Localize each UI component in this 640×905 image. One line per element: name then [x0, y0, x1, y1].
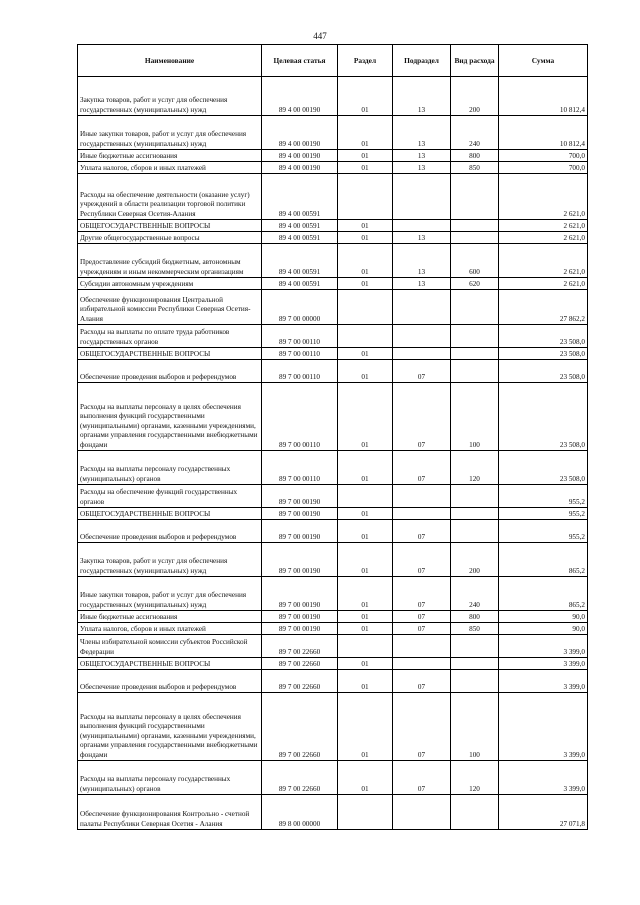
- cell-name: Закупка товаров, работ и услуг для обеспечения государственных (муниципальных) нужд: [78, 77, 262, 116]
- cell-expense-type: [451, 220, 499, 232]
- cell-sum: 700,0: [499, 162, 588, 174]
- cell-target: 89 7 00 22660: [262, 658, 338, 670]
- cell-name: Иные закупки товаров, работ и услуг для обеспечения государственных (муниципальных) нужд: [78, 577, 262, 611]
- table-row: [78, 693, 588, 761]
- cell-sum: 90,0: [499, 623, 588, 635]
- cell-expense-type: [451, 485, 499, 508]
- cell-expense-type: [451, 360, 499, 383]
- cell-subsection: [393, 348, 451, 360]
- cell-subsection: 13: [393, 77, 451, 116]
- cell-expense-type: 200: [451, 77, 499, 116]
- cell-section: 01: [338, 220, 393, 232]
- table-row: [78, 795, 588, 830]
- cell-subsection: [393, 485, 451, 508]
- cell-target: 89 7 00 00190: [262, 611, 338, 623]
- cell-target: 89 7 00 00190: [262, 485, 338, 508]
- cell-expense-type: 120: [451, 761, 499, 795]
- cell-target: 89 4 00 00190: [262, 116, 338, 150]
- cell-name: ОБЩЕГОСУДАРСТВЕННЫЕ ВОПРОСЫ: [78, 220, 262, 232]
- table-row: [78, 658, 588, 670]
- cell-sum: 955,2: [499, 520, 588, 543]
- cell-name: ОБЩЕГОСУДАРСТВЕННЫЕ ВОПРОСЫ: [78, 508, 262, 520]
- cell-section: [338, 485, 393, 508]
- cell-target: 89 4 00 00591: [262, 278, 338, 290]
- cell-section: 01: [338, 543, 393, 577]
- page-number: 447: [313, 31, 327, 41]
- cell-sum: 955,2: [499, 485, 588, 508]
- cell-section: 01: [338, 150, 393, 162]
- cell-expense-type: 850: [451, 162, 499, 174]
- cell-sum: 3 399,0: [499, 693, 588, 761]
- cell-sum: 23 508,0: [499, 360, 588, 383]
- cell-name: Расходы на выплаты персоналу государственных (муниципальных) органов: [78, 761, 262, 795]
- cell-name: Уплата налогов, сборов и иных платежей: [78, 623, 262, 635]
- cell-target: 89 7 00 00110: [262, 451, 338, 485]
- cell-subsection: [393, 220, 451, 232]
- cell-subsection: 07: [393, 577, 451, 611]
- cell-expense-type: 100: [451, 383, 499, 451]
- cell-target: 89 7 00 00190: [262, 508, 338, 520]
- cell-target: 89 7 00 22660: [262, 761, 338, 795]
- cell-target: 89 7 00 00110: [262, 360, 338, 383]
- cell-expense-type: 800: [451, 611, 499, 623]
- cell-expense-type: [451, 232, 499, 244]
- cell-sum: 23 508,0: [499, 325, 588, 348]
- cell-section: 01: [338, 348, 393, 360]
- cell-expense-type: [451, 670, 499, 693]
- cell-expense-type: 200: [451, 543, 499, 577]
- cell-name: Иные бюджетные ассигнования: [78, 150, 262, 162]
- cell-subsection: [393, 508, 451, 520]
- table-row: [78, 174, 588, 220]
- table-row: [78, 508, 588, 520]
- cell-sum: 2 621,0: [499, 244, 588, 278]
- table-row: [78, 77, 588, 116]
- cell-section: [338, 795, 393, 830]
- cell-section: 01: [338, 162, 393, 174]
- cell-name: Уплата налогов, сборов и иных платежей: [78, 162, 262, 174]
- cell-subsection: [393, 174, 451, 220]
- cell-sum: 23 508,0: [499, 348, 588, 360]
- cell-subsection: 13: [393, 150, 451, 162]
- cell-section: 01: [338, 611, 393, 623]
- cell-target: 89 4 00 00591: [262, 232, 338, 244]
- cell-subsection: [393, 635, 451, 658]
- cell-sum: 2 621,0: [499, 278, 588, 290]
- cell-name: Расходы на выплаты персоналу в целях обеспечения выполнения функций государственными (муниципальными) органами, казенными учреждениями, органами управления государственными внебюджетными фондами: [78, 693, 262, 761]
- cell-expense-type: 240: [451, 116, 499, 150]
- cell-expense-type: [451, 635, 499, 658]
- cell-target: 89 8 00 00000: [262, 795, 338, 830]
- cell-subsection: 13: [393, 278, 451, 290]
- cell-subsection: 07: [393, 693, 451, 761]
- cell-name: Предоставление субсидий бюджетным, автономным учреждениям и иным некоммерческим организациям: [78, 244, 262, 278]
- cell-expense-type: [451, 520, 499, 543]
- cell-target: 89 7 00 00110: [262, 325, 338, 348]
- cell-section: [338, 174, 393, 220]
- cell-name: Обеспечение проведения выборов и референдумов: [78, 670, 262, 693]
- cell-expense-type: 240: [451, 577, 499, 611]
- cell-sum: 90,0: [499, 611, 588, 623]
- cell-section: 01: [338, 508, 393, 520]
- cell-section: 01: [338, 693, 393, 761]
- cell-target: 89 4 00 00190: [262, 77, 338, 116]
- cell-section: [338, 325, 393, 348]
- cell-target: 89 4 00 00190: [262, 150, 338, 162]
- table-row: [78, 325, 588, 348]
- table-header-row: [78, 45, 588, 77]
- cell-name: Обеспечение проведения выборов и референдумов: [78, 520, 262, 543]
- cell-subsection: 07: [393, 761, 451, 795]
- cell-target: 89 7 00 22660: [262, 670, 338, 693]
- cell-section: 01: [338, 623, 393, 635]
- table-row: [78, 520, 588, 543]
- cell-section: 01: [338, 278, 393, 290]
- cell-section: 01: [338, 670, 393, 693]
- cell-section: 01: [338, 244, 393, 278]
- cell-section: 01: [338, 116, 393, 150]
- cell-target: 89 4 00 00190: [262, 162, 338, 174]
- cell-subsection: 07: [393, 383, 451, 451]
- cell-subsection: 13: [393, 232, 451, 244]
- table-row: [78, 360, 588, 383]
- table-row: [78, 485, 588, 508]
- cell-expense-type: [451, 658, 499, 670]
- cell-name: Обеспечение функционирования Контрольно - счетной палаты Республики Северная Осетия - Алания: [78, 795, 262, 830]
- table-row: [78, 635, 588, 658]
- table-row: [78, 220, 588, 232]
- cell-name: Расходы на выплаты персоналу государственных (муниципальных) органов: [78, 451, 262, 485]
- cell-expense-type: 800: [451, 150, 499, 162]
- table-row: [78, 116, 588, 150]
- table-row: [78, 670, 588, 693]
- table-body: [78, 77, 588, 830]
- cell-expense-type: 620: [451, 278, 499, 290]
- cell-name: Расходы на обеспечение функций государственных органов: [78, 485, 262, 508]
- cell-target: 89 7 00 00190: [262, 577, 338, 611]
- cell-section: 01: [338, 658, 393, 670]
- cell-target: 89 7 00 22660: [262, 693, 338, 761]
- cell-name: Расходы на выплаты персоналу в целях обеспечения выполнения функций государственными (муниципальными) органами, казенными учреждениями, органами управления государственными внебюджетными фондами: [78, 383, 262, 451]
- cell-subsection: 13: [393, 116, 451, 150]
- cell-name: Расходы на обеспечение деятельности (оказание услуг) учреждений в области реализации торговой политики Республики Северная Осетия-Алания: [78, 174, 262, 220]
- cell-expense-type: [451, 508, 499, 520]
- table-row: [78, 761, 588, 795]
- cell-sum: 700,0: [499, 150, 588, 162]
- cell-target: 89 7 00 00190: [262, 623, 338, 635]
- cell-name: Обеспечение функционирования Центральной избирательной комиссии Республики Северная Осетия-Алания: [78, 290, 262, 325]
- cell-target: 89 4 00 00591: [262, 220, 338, 232]
- table-row: [78, 543, 588, 577]
- cell-name: Иные бюджетные ассигнования: [78, 611, 262, 623]
- cell-section: 01: [338, 360, 393, 383]
- cell-sum: 27 071,8: [499, 795, 588, 830]
- cell-section: 01: [338, 383, 393, 451]
- cell-target: 89 7 00 22660: [262, 635, 338, 658]
- budget-table: [77, 44, 588, 830]
- cell-section: 01: [338, 577, 393, 611]
- cell-target: 89 7 00 00190: [262, 543, 338, 577]
- table-row: [78, 232, 588, 244]
- cell-name: Члены избирательной комиссии субъектов Российской Федерации: [78, 635, 262, 658]
- cell-sum: 2 621,0: [499, 174, 588, 220]
- cell-target: 89 7 00 00190: [262, 520, 338, 543]
- cell-subsection: 07: [393, 451, 451, 485]
- cell-subsection: 07: [393, 360, 451, 383]
- table-row: [78, 577, 588, 611]
- cell-sum: 865,2: [499, 543, 588, 577]
- cell-target: 89 7 00 00000: [262, 290, 338, 325]
- cell-name: Субсидии автономным учреждениям: [78, 278, 262, 290]
- cell-subsection: [393, 658, 451, 670]
- cell-sum: 27 862,2: [499, 290, 588, 325]
- cell-target: 89 7 00 00110: [262, 383, 338, 451]
- cell-sum: 2 621,0: [499, 232, 588, 244]
- cell-section: 01: [338, 232, 393, 244]
- cell-sum: 23 508,0: [499, 451, 588, 485]
- cell-subsection: [393, 290, 451, 325]
- cell-expense-type: 600: [451, 244, 499, 278]
- cell-expense-type: [451, 795, 499, 830]
- table-row: [78, 278, 588, 290]
- cell-subsection: 07: [393, 520, 451, 543]
- table-row: [78, 611, 588, 623]
- cell-sum: 23 508,0: [499, 383, 588, 451]
- table-row: [78, 290, 588, 325]
- cell-sum: 865,2: [499, 577, 588, 611]
- cell-name: ОБЩЕГОСУДАРСТВЕННЫЕ ВОПРОСЫ: [78, 348, 262, 360]
- table-row: [78, 150, 588, 162]
- cell-expense-type: 100: [451, 693, 499, 761]
- cell-sum: 3 399,0: [499, 670, 588, 693]
- cell-subsection: 07: [393, 611, 451, 623]
- header-section: Раздел: [338, 45, 393, 77]
- header-expense-type: Вид расхода: [451, 45, 499, 77]
- cell-sum: 3 399,0: [499, 658, 588, 670]
- header-sum: Сумма: [499, 45, 588, 77]
- table-row: [78, 348, 588, 360]
- cell-expense-type: [451, 348, 499, 360]
- cell-subsection: 13: [393, 244, 451, 278]
- cell-section: 01: [338, 77, 393, 116]
- cell-expense-type: [451, 290, 499, 325]
- cell-section: 01: [338, 520, 393, 543]
- cell-subsection: 07: [393, 543, 451, 577]
- cell-expense-type: [451, 325, 499, 348]
- cell-name: Обеспечение проведения выборов и референдумов: [78, 360, 262, 383]
- cell-sum: 10 812,4: [499, 116, 588, 150]
- cell-sum: 10 812,4: [499, 77, 588, 116]
- cell-name: Другие общегосударственные вопросы: [78, 232, 262, 244]
- cell-target: 89 4 00 00591: [262, 174, 338, 220]
- cell-name: ОБЩЕГОСУДАРСТВЕННЫЕ ВОПРОСЫ: [78, 658, 262, 670]
- cell-sum: 3 399,0: [499, 761, 588, 795]
- cell-target: 89 4 00 00591: [262, 244, 338, 278]
- header-subsection: Подраздел: [393, 45, 451, 77]
- cell-target: 89 7 00 00110: [262, 348, 338, 360]
- table-row: [78, 383, 588, 451]
- cell-section: 01: [338, 451, 393, 485]
- cell-name: Расходы на выплаты по оплате труда работников государственных органов: [78, 325, 262, 348]
- cell-name: Закупка товаров, работ и услуг для обеспечения государственных (муниципальных) нужд: [78, 543, 262, 577]
- table-row: [78, 162, 588, 174]
- table-row: [78, 244, 588, 278]
- cell-sum: 2 621,0: [499, 220, 588, 232]
- cell-expense-type: [451, 174, 499, 220]
- table-row: [78, 623, 588, 635]
- cell-expense-type: 120: [451, 451, 499, 485]
- cell-name: Иные закупки товаров, работ и услуг для обеспечения государственных (муниципальных) нужд: [78, 116, 262, 150]
- cell-section: 01: [338, 761, 393, 795]
- cell-subsection: 07: [393, 623, 451, 635]
- cell-subsection: 13: [393, 162, 451, 174]
- table-row: [78, 451, 588, 485]
- cell-sum: 955,2: [499, 508, 588, 520]
- cell-sum: 3 399,0: [499, 635, 588, 658]
- cell-section: [338, 635, 393, 658]
- cell-subsection: [393, 795, 451, 830]
- cell-section: [338, 290, 393, 325]
- cell-subsection: 07: [393, 670, 451, 693]
- cell-subsection: [393, 325, 451, 348]
- header-target: Целевая статья: [262, 45, 338, 77]
- header-name: Наименование: [78, 45, 262, 77]
- cell-expense-type: 850: [451, 623, 499, 635]
